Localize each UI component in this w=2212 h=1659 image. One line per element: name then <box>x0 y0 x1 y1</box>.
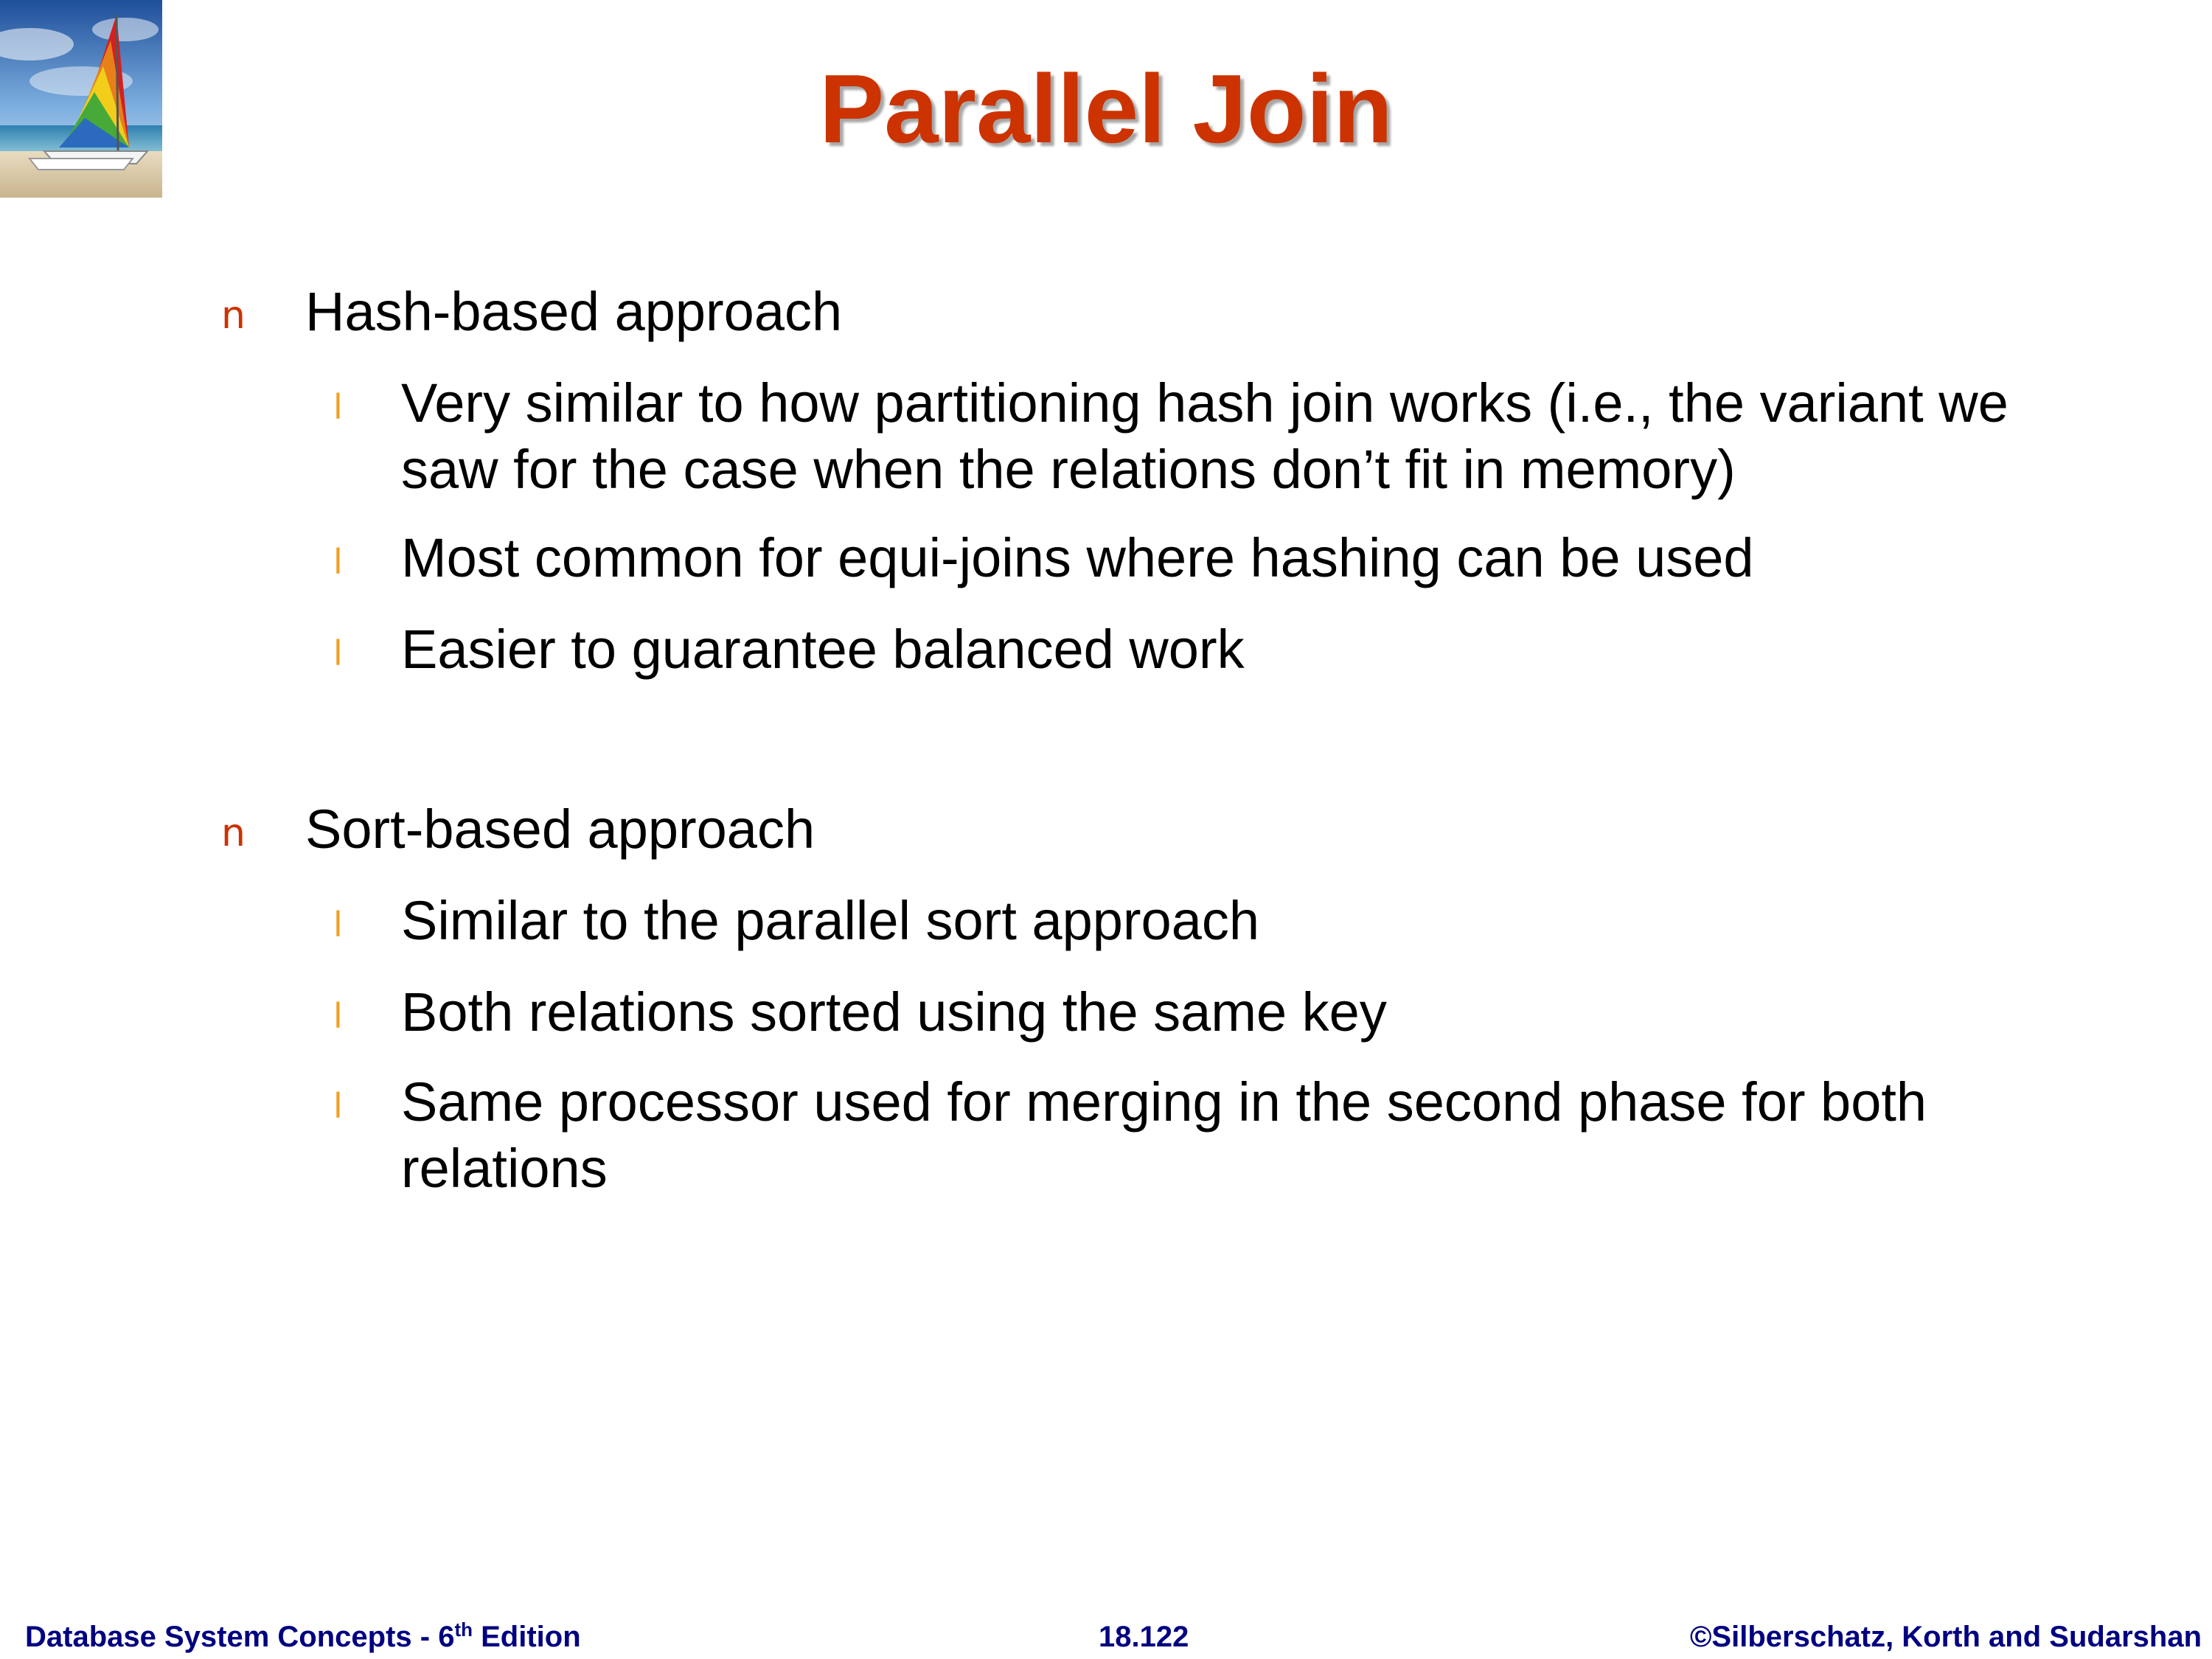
sub-bullet-marker: l <box>333 633 343 673</box>
footer-book-sup: th <box>454 1618 473 1641</box>
bullet-marker: n <box>221 293 246 338</box>
footer-book-title <box>25 1618 581 1654</box>
bullet-text: Sort-based approach <box>305 799 815 860</box>
sub-bullet-text: Most common for equi-joins where hashing can be used <box>401 527 1754 588</box>
slide-title: Parallel Join <box>819 55 1393 163</box>
sub-bullet-marker: l <box>333 542 343 582</box>
bullet-text: Hash-based approach <box>305 281 843 342</box>
slide-footer <box>0 1618 2212 1659</box>
sub-bullet-text: Very similar to how partitioning hash join works (i.e., the variant we saw for the case when the relations don’t fit in memory) <box>401 372 2008 500</box>
footer-copyright: ©Silberschatz, Korth and Sudarshan <box>1689 1621 2202 1653</box>
footer-book-suffix: Edition <box>473 1621 581 1653</box>
footer-page-number: 18.122 <box>1099 1621 1189 1653</box>
sub-bullet-marker: l <box>333 387 343 427</box>
sub-bullet-text: Same processor used for merging in the second phase for both relations <box>401 1071 1927 1199</box>
sub-bullet-text: Easier to guarantee balanced work <box>401 619 1245 680</box>
sub-bullet-marker: l <box>333 1086 343 1126</box>
sub-bullet-text: Both relations sorted using the same key <box>401 981 1387 1043</box>
sub-bullet-marker: l <box>333 905 343 945</box>
sub-bullet-marker: l <box>333 996 343 1036</box>
bullet-marker: n <box>221 811 246 855</box>
sub-bullet-text: Similar to the parallel sort approach <box>401 890 1260 951</box>
footer-book-prefix: Database System Concepts - 6 <box>25 1621 455 1653</box>
